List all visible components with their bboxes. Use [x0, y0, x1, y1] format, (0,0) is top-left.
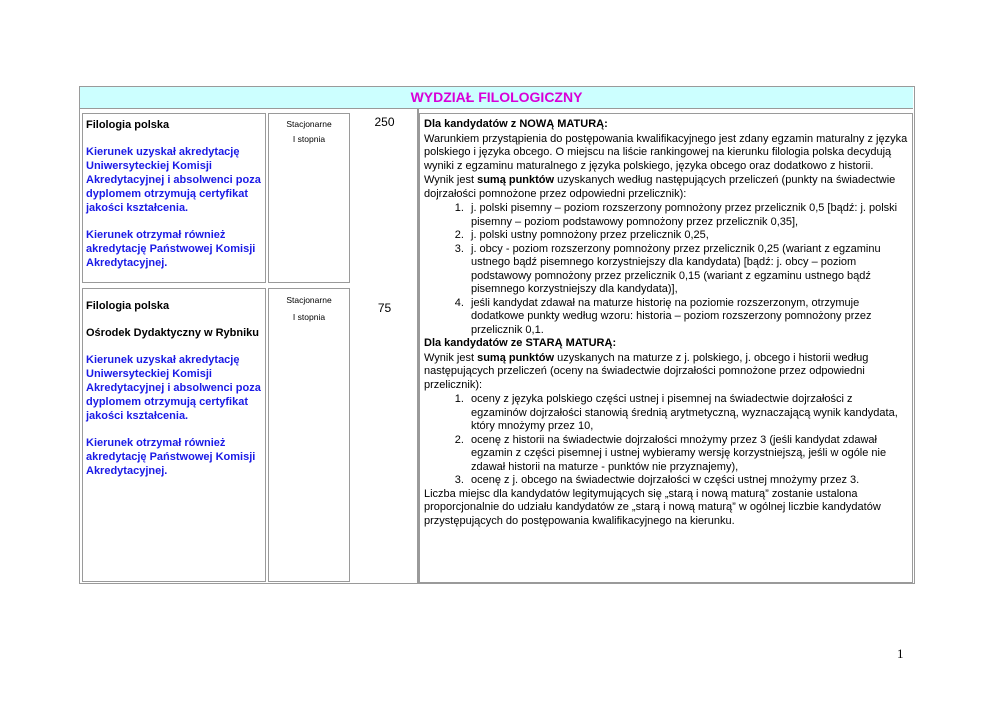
- admission-rules: [419, 113, 913, 583]
- closing-note: Liczba miejsc dla kandydatów legitymujących się „starą i nową maturą” zostanie ustalona proporcjonalnie do udziału kandydatów ze „starą i nową maturą” w ogólnej liczbie kandydatów przystępujących do postępowania kwalifikacyjnego na kierunku.: [424, 487, 881, 527]
- new-matura-intro: Warunkiem przystąpienia do postępowania kwalifikacyjnego jest zdany egzamin maturalny z języka polskiego i języka obcego. O miejscu na liście rankingowej na kierunku filologia polska decydują wyniki z egzaminu maturalnego z języka polskiego, języka obcego oraz dodatkowo z historii.: [424, 132, 908, 172]
- study-level: I stopnia: [292, 134, 326, 144]
- study-mode: Stacjonarne: [286, 119, 332, 129]
- list-item: 1. oceny z języka polskiego części ustnej i pisemnej na świadectwie dojrzałości z egzaminów dojrzałości stanowią średnią arytmetyczną, wyznaczającą wynik kandydata, który mnożymy przez 10,: [467, 393, 908, 434]
- admission-table: [79, 86, 915, 584]
- program-name: Filologia polska: [86, 300, 170, 312]
- list-item: 1. j. polski pisemny – poziom rozszerzony pomnożony przez przelicznik 0,5 [bądź: j. polski pisemny – poziom podstawowy pomnożony przez przelicznik 0,35],: [467, 202, 908, 229]
- old-matura-heading: Dla kandydatów ze STARĄ MATURĄ:: [424, 337, 617, 349]
- accreditation-pka: Kierunek otrzymał również akredytację Państwowej Komisji Akredytacyjnej.: [86, 229, 256, 269]
- list-item: 3. j. obcy - poziom rozszerzony pomnożony przez przelicznik 0,25 (wariant z egzaminu ustnego bądź pisemnego korzystniejszy dla kandydata) [bądź: j. obcy – poziom podstawowy pomnożony przez przelicznik 0,15 (wariant z egzaminu ustnego bądź pisemnego korzystniejszy dla kandydata)],: [467, 243, 908, 297]
- study-mode: Stacjonarne: [286, 295, 332, 305]
- list-item: 3. ocenę z j. obcego na świadectwie dojrzałości w części ustnej mnożymy przez 3.: [467, 474, 908, 488]
- accreditation-pka: Kierunek otrzymał również akredytację Państwowej Komisji Akredytacyjnej.: [86, 437, 256, 477]
- accreditation-ukja: Kierunek uzyskał akredytację Uniwersyteckiej Komisji Akredytacyjnej i absolwenci poza dyplomem otrzymują certyfikat jakości kształcenia.: [86, 146, 261, 214]
- study-mode-cell-1: [268, 113, 350, 283]
- study-level: I stopnia: [292, 312, 326, 322]
- program-name: Filologia polska: [86, 119, 170, 131]
- teaching-center: Ośrodek Dydaktyczny w Rybniku: [86, 327, 259, 339]
- list-item: 4. jeśli kandydat zdawał na maturze historię na poziomie rozszerzonym, otrzymuje dodatkowe punkty według wzoru: historia – poziom rozszerzony pomnożony przez przelicznik 0,1.: [467, 297, 908, 338]
- new-matura-list: [467, 202, 908, 337]
- list-item: 2. j. polski ustny pomnożony przez przelicznik 0,25,: [467, 229, 908, 243]
- page-number: 1: [897, 646, 904, 661]
- faculty-header: WYDZIAŁ FILOLOGICZNY: [80, 87, 913, 109]
- program-cell-2: [82, 288, 266, 582]
- program-cell-1: [82, 113, 266, 283]
- list-item: 2. ocenę z historii na świadectwie dojrzałości mnożymy przez 3 (jeśli kandydat zdawał egzamin z części pisemnej i ustnej wybieramy wersję korzystniejszą, jeśli w ogóle nie zdawał historii na maturze - punktów nie przyznajemy),: [467, 434, 908, 475]
- old-matura-list: [467, 393, 908, 488]
- places-count: 250: [374, 115, 395, 129]
- new-matura-result: Wynik jest sumą punktów uzyskanych według następujących przeliczeń (punkty na świadectwie dojrzałości pomnożone przez odpowiedni przelicznik):: [424, 174, 896, 200]
- study-mode-cell-2: [268, 288, 350, 582]
- places-count: 75: [377, 301, 392, 315]
- old-matura-result: Wynik jest sumą punktów uzyskanych na maturze z j. polskiego, j. obcego i historii według następujących przeliczeń (oceny na świadectwie dojrzałości pomnożone przez odpowiedni przelicznik):: [424, 351, 869, 391]
- new-matura-heading: Dla kandydatów z NOWĄ MATURĄ:: [424, 118, 608, 130]
- accreditation-ukja: Kierunek uzyskał akredytację Uniwersyteckiej Komisji Akredytacyjnej i absolwenci poza dyplomem otrzymują certyfikat jakości kształcenia.: [86, 354, 261, 422]
